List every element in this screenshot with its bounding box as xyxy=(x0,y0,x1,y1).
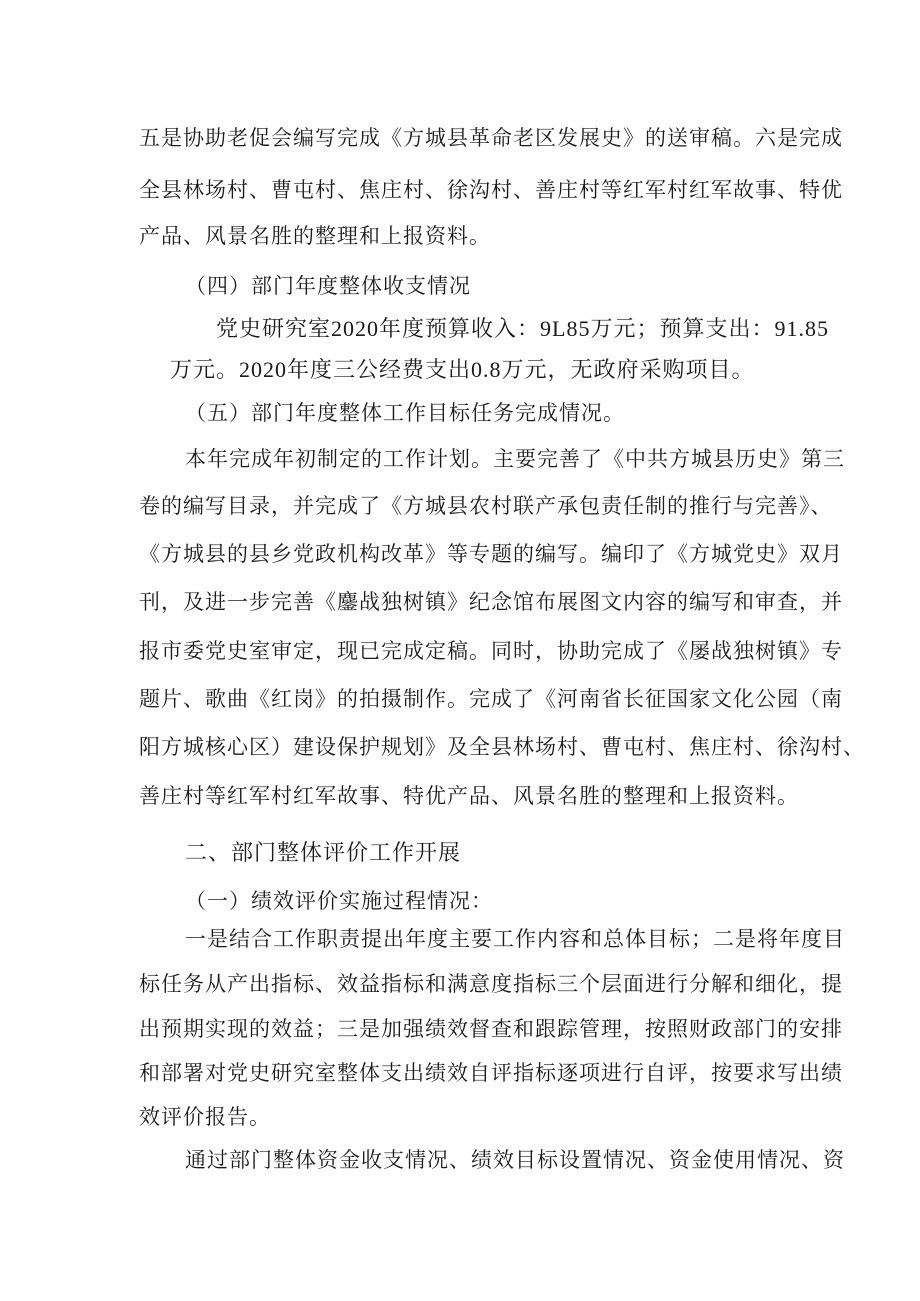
part-heading: 二、部门整体评价工作开展 xyxy=(185,841,462,866)
paragraph-line: 党史研究室2020年度预算收入：9L85万元；预算支出：91.85 xyxy=(216,316,829,341)
paragraph-line: 卷的编写目录，并完成了《方城县农村联产承包责任制的推行与完善》、 xyxy=(139,494,833,518)
paragraph-line: 一是结合工作职责提出年度主要工作内容和总体目标；二是将年度目 xyxy=(185,927,845,951)
paragraph-line: 阳方城核心区）建设保护规划》及全县林场村、曹屯村、焦庄村、徐沟村、 xyxy=(139,735,865,759)
paragraph-line: 题片、歌曲《红岗》的拍摄制作。完成了《河南省长征国家文化公园（南 xyxy=(139,687,843,711)
paragraph-line: 《方城县的县乡党政机构改革》等专题的编写。编印了《方城党史》双月 xyxy=(139,542,843,566)
paragraph-line: 产品、风景名胜的整理和上报资料。 xyxy=(139,224,491,248)
paragraph-line: 和部署对党史研究室整体支出绩效自评指标逐项进行自评，按要求写出绩 xyxy=(139,1061,843,1085)
paragraph-line: 报市委党史室审定，现已完成定稿。同时，协助完成了《屡战独树镇》专 xyxy=(139,639,843,663)
paragraph-line: 刊，及进一步完善《鏖战独树镇》纪念馆布展图文内容的编写和审查，并 xyxy=(139,590,843,614)
paragraph-line: 效评价报告。 xyxy=(139,1105,271,1129)
section-heading-4: （四）部门年度整体收支情况 xyxy=(185,274,471,298)
paragraph-line: 全县林场村、曹屯村、焦庄村、徐沟村、善庄村等红军村红军故事、特优 xyxy=(139,178,843,202)
paragraph-line: 本年完成年初制定的工作计划。主要完善了《中共方城县历史》第三 xyxy=(185,447,845,471)
subsection-heading: （一）绩效评价实施过程情况： xyxy=(185,889,493,913)
paragraph-line: 五是协助老促会编写完成《方城县革命老区发展史》的送审稿。六是完成 xyxy=(139,126,843,150)
paragraph-line: 标任务从产出指标、效益指标和满意度指标三个层面进行分解和细化，提 xyxy=(139,972,843,996)
paragraph-line: 善庄村等红军村红军故事、特优产品、风景名胜的整理和上报资料。 xyxy=(139,784,799,808)
paragraph-line: 万元。2020年度三公经费支出0.8万元，无政府采购项目。 xyxy=(170,357,755,382)
paragraph-line: 出预期实现的效益；三是加强绩效督查和跟踪管理，按照财政部门的安排 xyxy=(139,1017,843,1041)
section-heading-5: （五）部门年度整体工作目标任务完成情况。 xyxy=(185,401,625,425)
paragraph-line: 通过部门整体资金收支情况、绩效目标设置情况、资金使用情况、资 xyxy=(185,1148,845,1172)
